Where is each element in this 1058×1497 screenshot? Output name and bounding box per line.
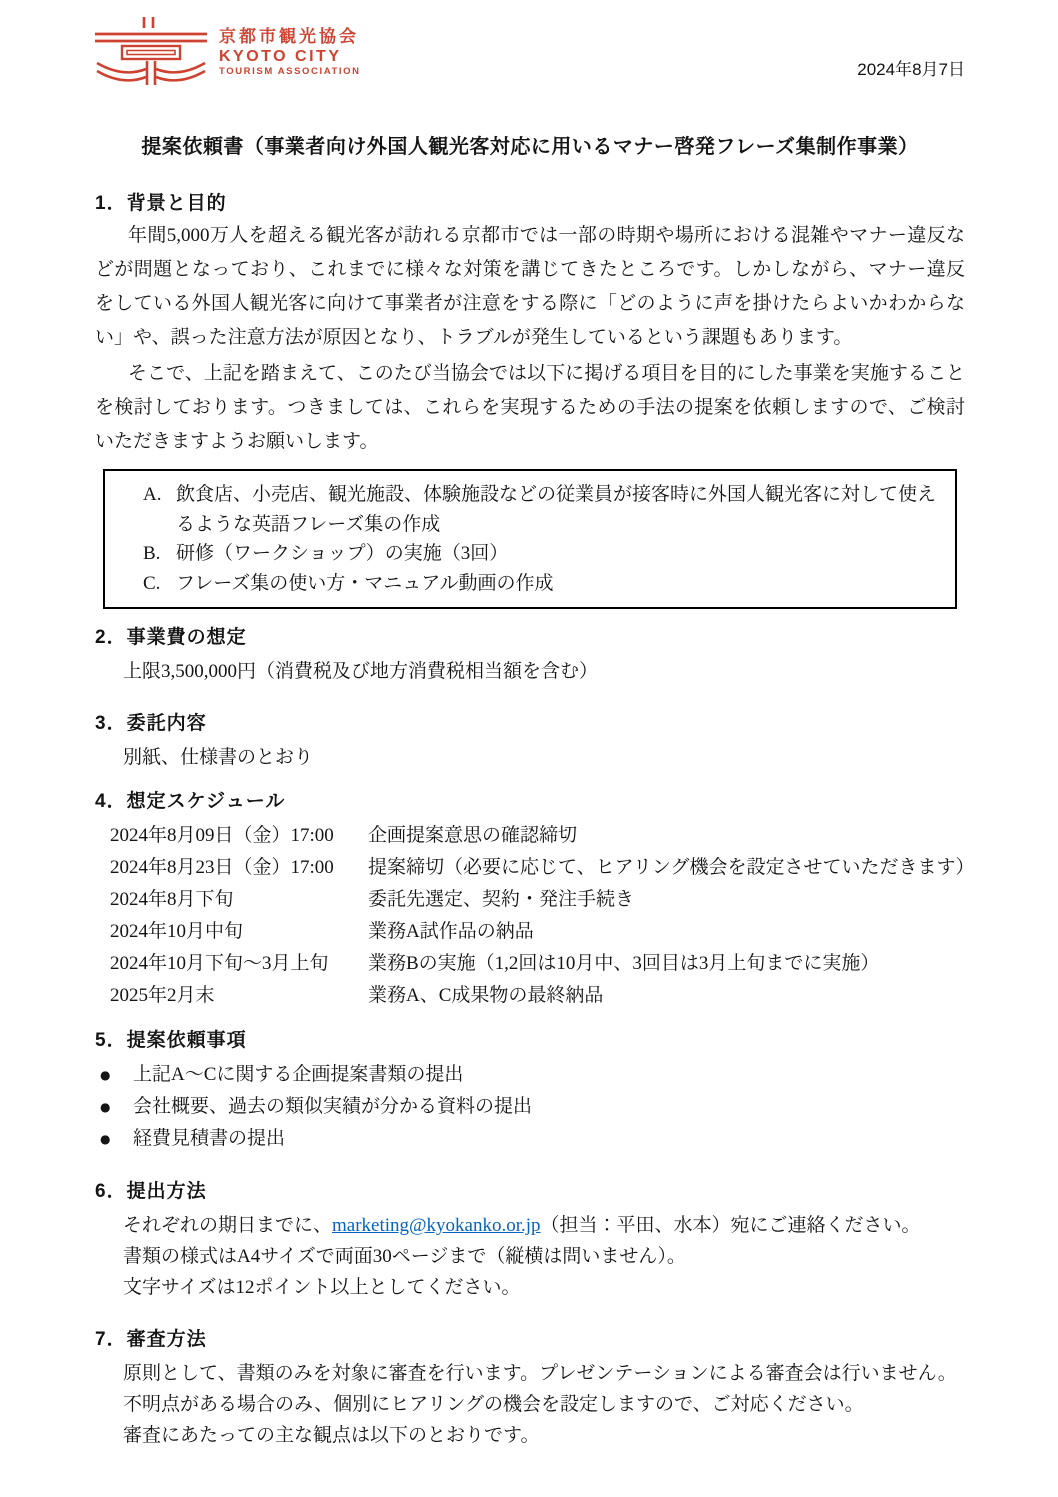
schedule-date: 2024年8月下旬 [110,889,234,910]
section-7-review [95,1327,965,1451]
schedule-desc: 業務A試作品の納品 [368,921,534,942]
logo-name-english: KYOTO CITY [219,48,342,65]
submission-fontsize-line: 文字サイズは12ポイント以上としてください。 [123,1277,521,1298]
section-heading: 1．背景と目的 [95,193,227,214]
schedule-date: 2024年10月下旬～3月上旬 [110,953,329,974]
item-text: 飲食店、小売店、観光施設、体験施設などの従業員が接客時に外国人観光客に対して使えるような英語フレーズ集の作成 [176,484,937,535]
schedule-date: 2024年8月09日（金）17:00 [110,825,334,846]
review-line: 不明点がある場合のみ、個別にヒアリングの機会を設定しますので、ご対応ください。 [123,1394,864,1415]
request-items-list [100,1059,965,1155]
section-2-budget [95,625,965,687]
paragraph: 年間5,000万人を超える観光客が訪れる京都市では一部の時期や場所における混雑やマナー違反などが問題となっており、これまでに様々な対策を講じてきたところです。しかしながら、マナー違反をしている外国人観光客に向けて事業者が注意をする際に「どのように声を掛けたらよいかわからない」や、誤った注意方法が原因となり、トラブルが発生しているという課題もあります。 [95,225,965,348]
paragraph: そこで、上記を踏まえて、このたび当協会では以下に掲げる項目を目的にした事業を実施することを検討しております。つきましては、これらを実現するための手法の提案を依頼しますので、ご検討いただきますようお願いします。 [95,363,965,452]
section-heading: 6．提出方法 [95,1181,207,1202]
logo-name-japanese: 京都市観光協会 [219,27,359,46]
schedule-row [110,948,965,980]
review-lines [123,1358,965,1451]
contact-suffix: （担当：平田、水本）宛にご連絡ください。 [540,1215,921,1236]
submission-lines [123,1210,965,1303]
section-heading: 4．想定スケジュール [95,791,286,812]
section-1-background [95,191,965,459]
document-title: 提案依頼書（事業者向け外国人観光客対応に用いるマナー啓発フレーズ集制作事業） [141,136,919,158]
contact-prefix: それぞれの期日までに、 [123,1215,333,1236]
schedule-date: 2025年2月末 [110,985,215,1006]
schedule-date: 2024年10月中旬 [110,921,244,942]
email-link[interactable]: marketing@kyokanko.or.jp [332,1215,541,1236]
item-text: フレーズ集の使い方・マニュアル動画の作成 [176,572,554,594]
section-3-consignment [95,711,965,773]
schedule-row [110,980,965,1012]
section-heading: 2．事業費の想定 [95,627,247,648]
submission-contact-line [123,1210,965,1241]
objective-item-c [143,569,937,599]
schedule-desc: 提案締切（必要に応じて、ヒアリング機会を設定させていただきます） [368,857,975,878]
list-item [100,1123,965,1155]
schedule-desc: 業務A、C成果物の最終納品 [368,985,604,1006]
logo-text [219,15,361,78]
review-line: 原則として、書類のみを対象に審査を行います。プレゼンテーションによる審査会は行いません。 [123,1363,957,1384]
item-label: A. [143,484,162,505]
schedule-row [110,852,975,884]
bullet-icon: ● [100,1100,111,1114]
schedule-row [110,916,965,948]
kyoto-logo-mark-icon [95,15,207,95]
logo-name-english-sub: TOURISM ASSOCIATION [219,66,361,77]
item-label: C. [143,572,161,594]
schedule-date: 2024年8月23日（金）17:00 [110,857,334,878]
document-header [95,15,965,103]
document-date: 2024年8月7日 [857,60,965,79]
list-item-text: 会社概要、過去の類似実績が分かる資料の提出 [133,1096,533,1117]
item-label: B. [143,543,161,564]
schedule-desc: 委託先選定、契約・発注手続き [368,889,635,910]
objective-item-b [143,539,937,569]
schedule-desc: 企画提案意思の確認締切 [368,825,578,846]
item-text: 研修（ワークショップ）の実施（3回） [176,543,509,564]
section-heading: 7．審査方法 [95,1329,207,1350]
list-item-text: 上記A～Cに関する企画提案書類の提出 [133,1064,464,1085]
section-6-submission [95,1179,965,1303]
consignment-note: 別紙、仕様書のとおり [123,747,314,768]
schedule-row [110,884,965,916]
section-heading: 5．提案依頼事項 [95,1030,247,1051]
list-item [100,1091,965,1123]
schedule-table [110,820,975,1012]
section-5-request-items [95,1028,965,1155]
review-line: 審査にあたっての主な観点は以下のとおりです。 [123,1425,540,1446]
objective-item-a [143,480,937,539]
schedule-desc: 業務Bの実施（1,2回は10月中、3回目は3月上旬までに実施） [368,953,880,974]
section-heading: 3．委託内容 [95,713,207,734]
section-4-schedule [95,789,975,1012]
list-item [100,1059,965,1091]
objectives-box [103,469,957,609]
bullet-icon: ● [100,1068,111,1082]
bullet-icon: ● [100,1132,111,1146]
submission-format-line: 書類の様式はA4サイズで両面30ページまで（縦横は問いません）。 [123,1246,686,1267]
kyoto-tourism-logo [95,15,965,95]
list-item-text: 経費見積書の提出 [133,1128,286,1149]
schedule-row [110,820,965,852]
budget-amount: 上限3,500,000円（消費税及び地方消費税相当額を含む） [123,661,599,682]
